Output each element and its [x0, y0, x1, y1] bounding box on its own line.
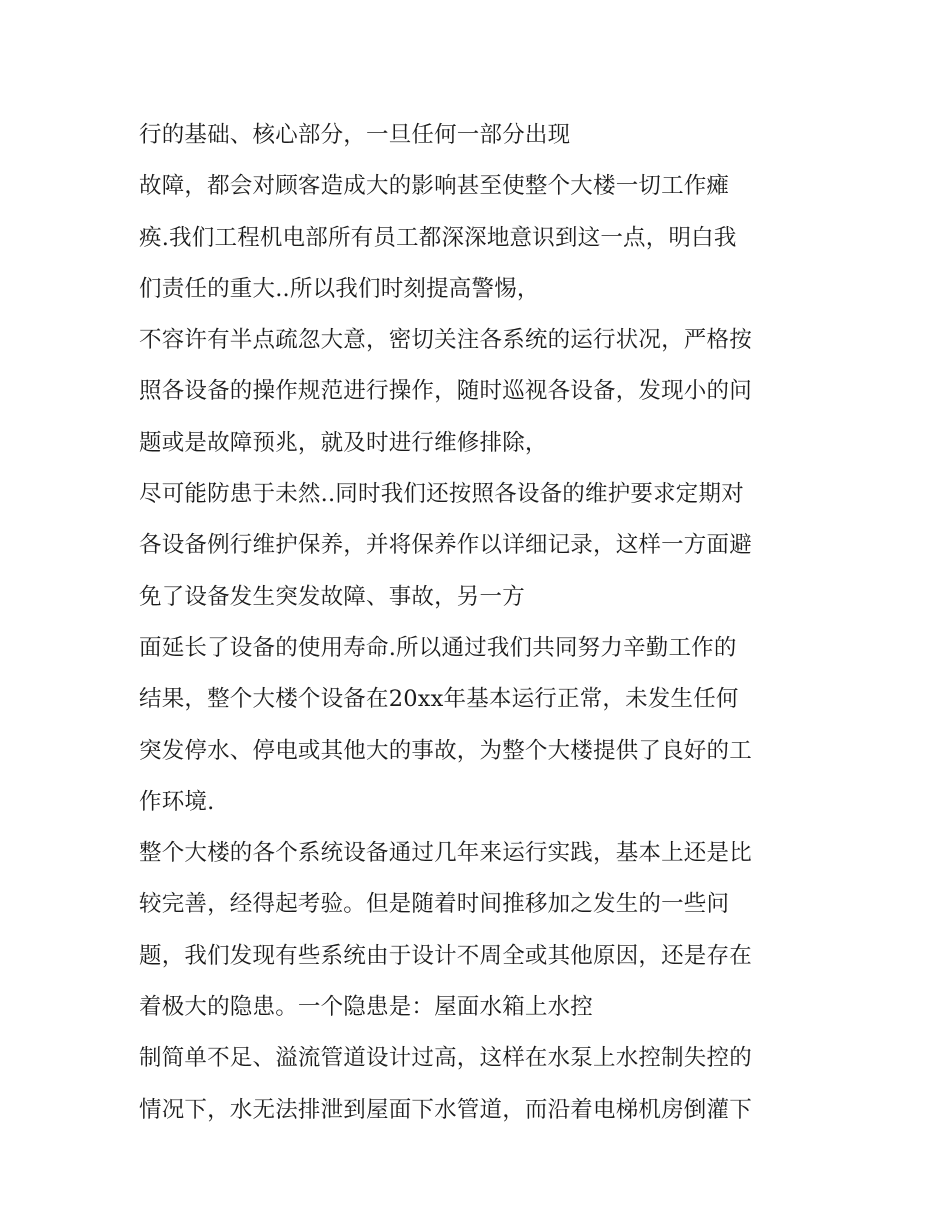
text-line: 作环境.: [139, 788, 215, 815]
document-body: [139, 110, 819, 1136]
text-line: 面延长了设备的使用寿命.所以通过我们共同努力辛勤工作的: [139, 634, 737, 661]
text-line: 突发停水、停电或其他大的事故，为整个大楼提供了良好的工: [139, 737, 752, 764]
text-line: 情况下，水无法排泄到屋面下水管道，而沿着电梯机房倒灌下: [139, 1096, 752, 1123]
text-line: 较完善，经得起考验。但是随着时间推移加之发生的一些问: [139, 891, 730, 918]
text-line: 题，我们发现有些系统由于设计不周全或其他原因，还是存在: [139, 942, 752, 969]
text-line: 照各设备的操作规范进行操作，随时巡视各设备，发现小的问: [139, 378, 752, 405]
text-line: 行的基础、核心部分，一旦任何一部分出现: [139, 122, 571, 148]
text-line: 题或是故障预兆，就及时进行维修排除，: [139, 429, 548, 456]
text-line: 整个大楼的各个系统设备通过几年来运行实践，基本上还是比: [139, 840, 752, 867]
text-line: 痪.我们工程机电部所有员工都深深地意识到这一点，明白我: [139, 224, 737, 251]
text-line: 各设备例行维护保养，并将保养作以详细记录，这样一方面避: [139, 532, 752, 559]
text-line: 免了设备发生突发故障、事故，另一方: [139, 583, 525, 610]
text-line: 制简单不足、溢流管道设计过高，这样在水泵上水控制失控的: [139, 1045, 752, 1072]
text-line: 尽可能防患于未然..同时我们还按照各设备的维护要求定期对: [139, 481, 744, 508]
text-line: 着极大的隐患。一个隐患是：屋面水箱上水控: [139, 994, 594, 1021]
text-line: 故障，都会对顾客造成大的影响甚至使整个大楼一切工作瘫: [139, 173, 730, 200]
text-line: 不容许有半点疏忽大意，密切关注各系统的运行状况，严格按: [139, 327, 752, 354]
text-line: 结果，整个大楼个设备在20xx年基本运行正常，未发生任何: [139, 686, 739, 713]
text-line: 们责任的重大..所以我们时刻提高警惕，: [139, 275, 540, 302]
